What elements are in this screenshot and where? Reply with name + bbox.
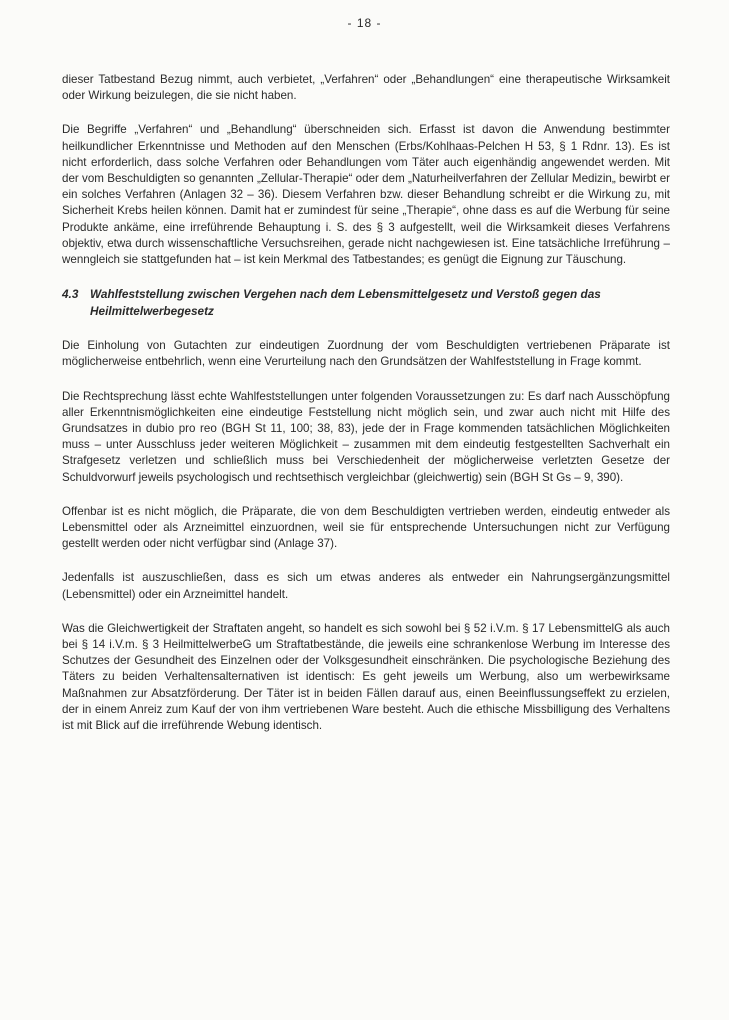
paragraph: dieser Tatbestand Bezug nimmt, auch verbietet, „Verfahren“ oder „Behandlungen“ eine therapeutische Wirksamkeit oder Wirkung beizulegen, die sie nicht haben. (62, 73, 670, 103)
section-heading (62, 286, 670, 320)
paragraph: Die Rechtsprechung lässt echte Wahlfeststellungen unter folgenden Voraussetzungen zu: Es darf nach Ausschöpfung aller Erkenntnismöglichkeiten eine eindeutige Feststellung nicht möglich sein, und zwar auch nicht mit Hilfe des Grundsatzes in dubio pro reo (BGH St 11, 100; 38, 83), jede der in Frage kommenden tatsächlichen Möglichkeiten muss – unter Ausschluss jeder weiteren Möglichkeit – zusammen mit dem eindeutig festgestellten Sachverhalt ein Strafgesetz verletzen und schließlich muss bei Verschiedenheit der möglicherweise verletzten Gesetze der Schuldvorwurf jeweils psychologisch und rechtsethisch vergleichbar (gleichwertig) sein (BGH St Gs – 9, 390). (62, 389, 670, 484)
section-number: 4.3 (62, 287, 79, 302)
paragraph: Was die Gleichwertigkeit der Straftaten angeht, so handelt es sich sowohl bei § 52 i.V.m. § 17 LebensmittelG als auch bei § 14 i.V.m. § 3 HeilmittelwerbeG um Straftatbestände, die jeweils eine schrankenlose Werbung im Interesse des Schutzes der Gesundheit des Einzelnen oder der Volksgesundheit einschränken. Die psychologische Beziehung des Täters zu beiden Verhaltensalternativen ist identisch: Es geht jeweils um Werbung, also um werbewirksame Maßnahmen zur Absatzförderung. Der Täter ist in beiden Fällen darauf aus, einen Beeinflussungseffekt zu erzielen, der in einem Anreiz zum Kauf der von ihm vertriebenen Ware besteht. Auch die ethische Missbilligung des Verhaltens ist mit Blick auf die irreführende Webung identisch. (62, 621, 670, 733)
section-title: Wahlfeststellung zwischen Vergehen nach dem Lebensmittelgesetz und Verstoß gegen das Heilmittelwerbegesetz (90, 287, 601, 319)
paragraph: Jedenfalls ist auszuschließen, dass es sich um etwas anderes als entweder ein Nahrungsergänzungsmittel (Lebensmittel) oder ein Arzneimittel handelt. (62, 571, 670, 601)
paragraph: Offenbar ist es nicht möglich, die Präparate, die von dem Beschuldigten vertrieben werden, eindeutig entweder als Lebensmittel oder als Arzneimittel einzuordnen, weil sie für entsprechende Untersuchungen nicht zur Verfügung gestellt werden oder nicht verfügbar sind (Anlage 37). (62, 504, 670, 551)
paragraph: Die Einholung von Gutachten zur eindeutigen Zuordnung der vom Beschuldigten vertriebenen Präparate ist möglicherweise entbehrlich, wenn eine Verurteilung nach den Grundsätzen der Wahlfeststellung in Frage kommt. (62, 339, 670, 369)
document-body (62, 72, 670, 752)
paragraph: Die Begriffe „Verfahren“ und „Behandlung“ überschneiden sich. Erfasst ist davon die Anwendung bestimmter heilkundlicher Erkenntnisse und Methoden auf den Menschen (Erbs/Kohlhaas-Pelchen H 53, § 1 Rdnr. 13). Es ist nicht erforderlich, dass solche Verfahren oder Behandlungen vom Täter auch eigenhändig angewendet werden. Mit der vom Beschuldigten so genannten „Zellular-Therapie“ oder dem „Naturheilverfahren der Zellular Medizin„ bewirbt er ein solches Verfahren (Anlagen 32 – 36). Diesem Verfahren bzw. dieser Behandlung schreibt er die Wirkung zu, mit Sicherheit Krebs heilen können. Damit hat er zumindest für seine „Therapie“, ohne dass es auf die Werbung für seine Produkte ankäme, eine irreführende Behauptung i. S. des § 3 aufgestellt, weil die Wirksamkeit dieses Verfahrens objektiv, etwa durch wissenschaftliche Versuchsreihen, gerade nicht nachgewiesen ist. Eine tatsächliche Irreführung – wenngleich sie stattgefunden hat – ist kein Merkmal des Tatbestandes; es genügt die Eignung zur Täuschung. (62, 123, 670, 267)
page-number: - 18 - (347, 16, 382, 30)
